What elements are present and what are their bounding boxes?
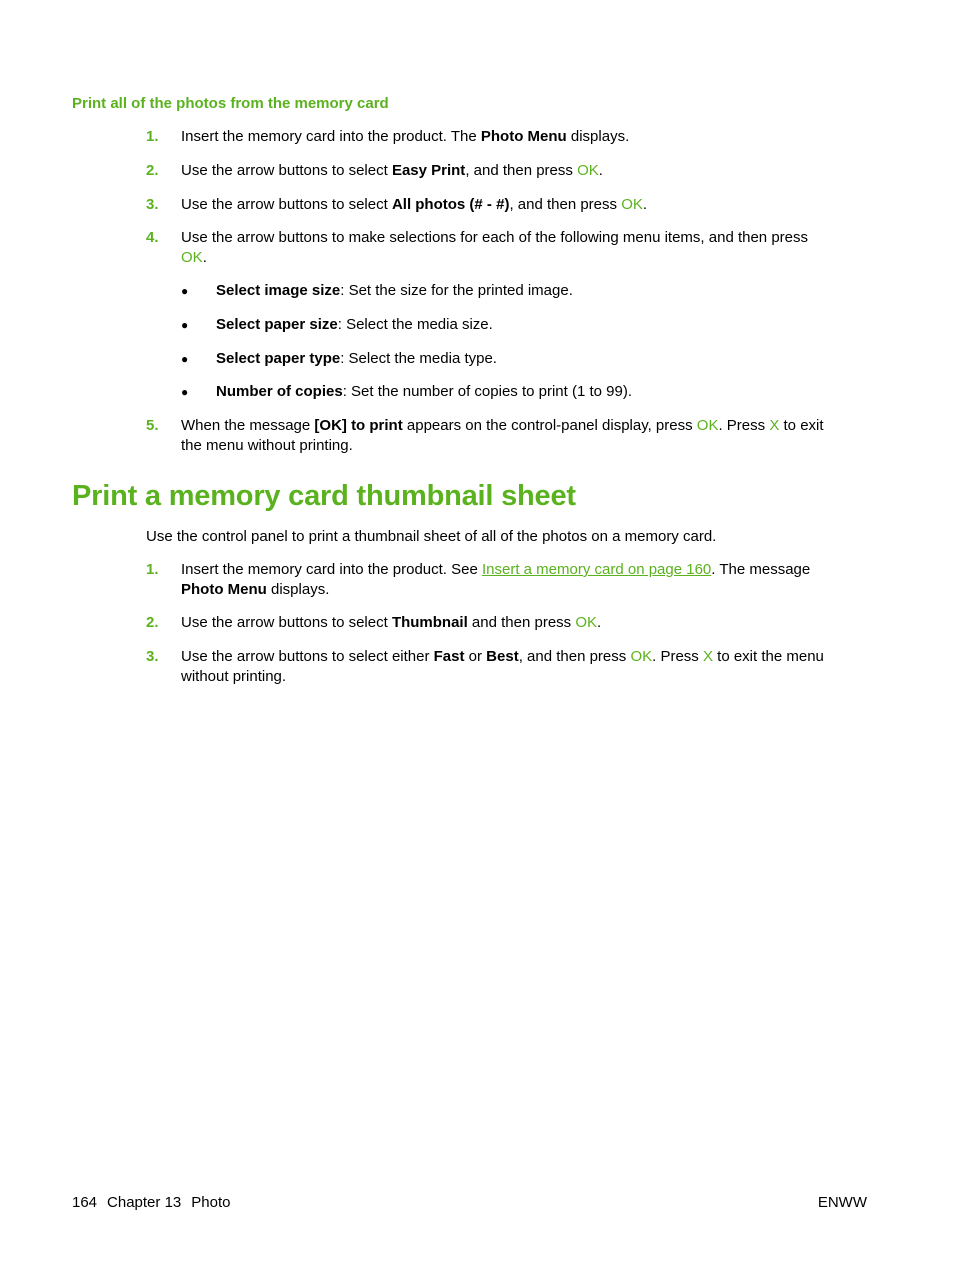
x-key-label: X <box>702 648 713 665</box>
section-subheading: Print all of the photos from the memory card <box>72 95 389 112</box>
bullet-icon: ● <box>181 352 189 366</box>
x-key-label: X <box>769 417 780 434</box>
step-number: 1. <box>146 128 159 145</box>
intro-paragraph: Use the control panel to print a thumbnail sheet of all of the photos on a memory card. <box>146 528 717 545</box>
step-number: 3. <box>146 648 159 665</box>
page-footer <box>72 1193 230 1213</box>
bullet-icon: ● <box>181 284 189 298</box>
step-number: 5. <box>146 417 159 434</box>
chapter-label: Chapter 13 <box>107 1194 182 1211</box>
step-text: Use the arrow buttons to select All photos (# - #), and then press OK. <box>181 196 648 213</box>
bullet-icon: ● <box>181 318 189 332</box>
step-text: Use the arrow buttons to select Thumbnail and then press OK. <box>181 614 602 631</box>
step-number: 2. <box>146 614 159 631</box>
step-number: 4. <box>146 229 159 246</box>
step-text: Use the arrow buttons to select Easy Print, and then press OK. <box>181 162 603 179</box>
step-number: 1. <box>146 561 159 578</box>
ok-key-label: OK <box>621 196 643 213</box>
page-number: 164 <box>72 1194 98 1211</box>
page-title: Print a memory card thumbnail sheet <box>72 480 576 512</box>
step-text: Insert the memory card into the product. The Photo Menu displays. <box>181 128 630 145</box>
step-text: Insert the memory card into the product. See Insert a memory card on page 160. The message Photo Menu displays. <box>181 561 811 598</box>
step-text: When the message [OK] to print appears on the control-panel display, press OK. Press X to exit the menu without printing. <box>181 417 824 454</box>
ok-key-label: OK <box>575 614 598 631</box>
footer-code: ENWW <box>817 1194 867 1211</box>
ok-key-label: OK <box>630 648 653 665</box>
cross-reference-link[interactable]: Insert a memory card on page 160 <box>481 561 712 578</box>
ok-key-label: OK <box>577 162 599 179</box>
ok-key-label: OK <box>181 249 203 266</box>
step-text: Use the arrow buttons to make selections for each of the following menu items, and then press OK. <box>181 229 808 266</box>
step-number: 2. <box>146 162 159 179</box>
step-text: Use the arrow buttons to select either Fast or Best, and then press OK. Press X to exit the menu without printing. <box>181 648 824 685</box>
step-number: 3. <box>146 196 159 213</box>
ok-key-label: OK <box>696 417 719 434</box>
bullet-icon: ● <box>181 385 189 399</box>
chapter-title: Photo <box>191 1194 231 1211</box>
